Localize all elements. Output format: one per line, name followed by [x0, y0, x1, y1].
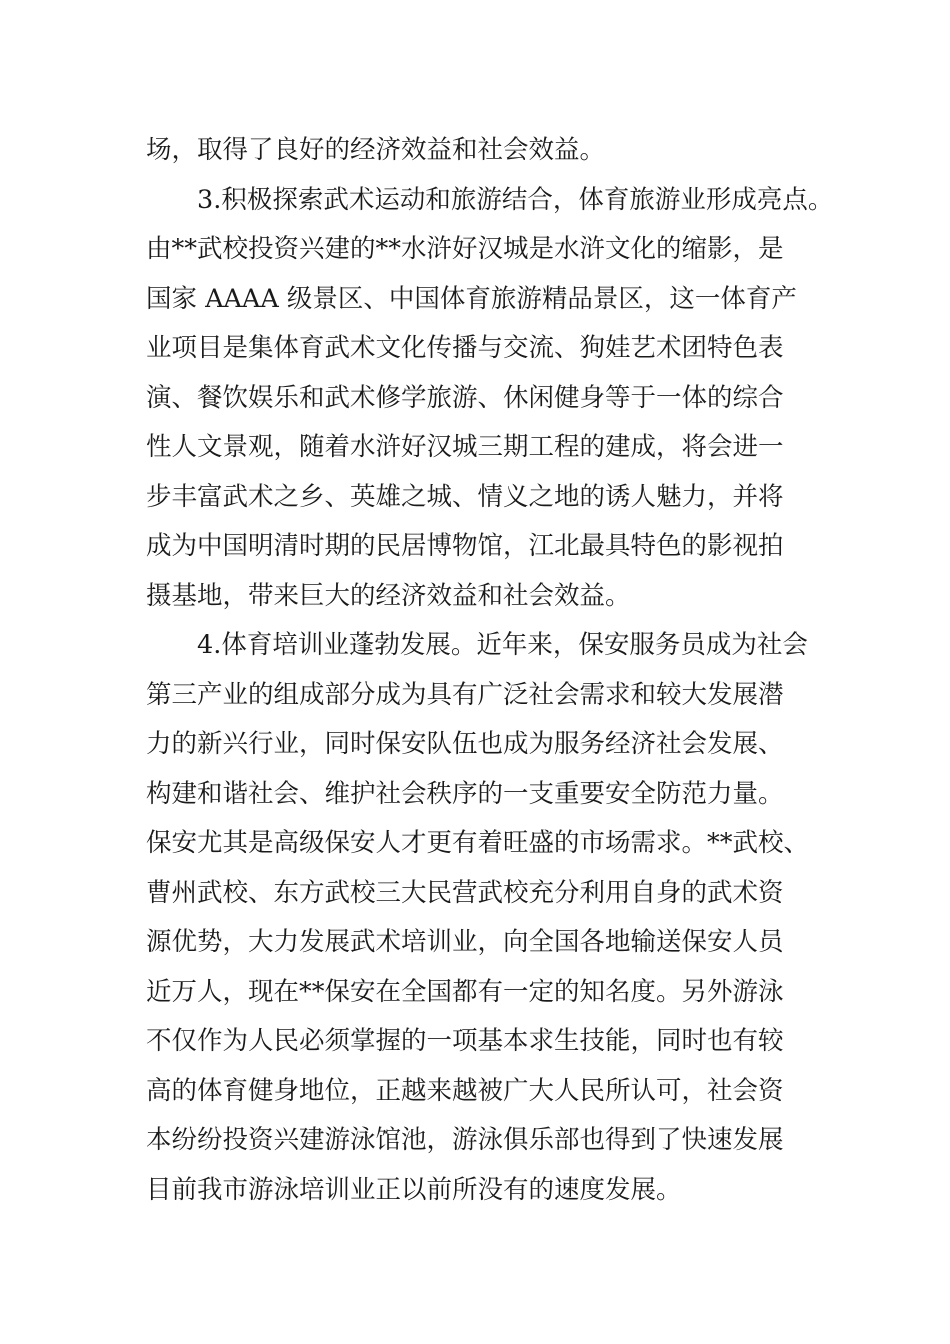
text-line: 近万人，现在**保安在全国都有一定的知名度。另外游泳: [146, 976, 784, 1007]
text-line: 曹州武校、东方武校三大民营武校充分利用自身的武术资: [146, 877, 784, 908]
text-line: 构建和谐社会、维护社会秩序的一支重要安全防范力量。: [146, 778, 784, 809]
section-3-heading-line: 3.积极探索武术运动和旅游结合，体育旅游业形成亮点。: [197, 184, 834, 215]
text-line: 保安尤其是高级保安人才更有着旺盛的市场需求。**武校、: [146, 828, 810, 858]
text-line: 不仅作为人民必须掌握的一项基本求生技能，同时也有较: [146, 1026, 784, 1056]
text-line: 第三产业的组成部分成为具有广泛社会需求和较大发展潜: [146, 679, 784, 710]
text-line: 本纷纷投资兴建游泳馆池，游泳俱乐部也得到了快速发展: [146, 1125, 784, 1155]
text-line: 源优势，大力发展武术培训业，向全国各地输送保安人员: [146, 927, 784, 957]
text-line: 步丰富武术之乡、英雄之城、情义之地的诱人魅力，并将: [146, 481, 784, 512]
paragraph-continuation-line: 场，取得了良好的经济效益和社会效益。: [146, 135, 606, 165]
text-line: 性人文景观，随着水浒好汉城三期工程的建成，将会进一: [146, 432, 784, 462]
text-line: 国家 AAAA 级景区、中国体育旅游精品景区，这一体育产: [146, 283, 797, 314]
section-4-heading-line: 4.体育培训业蓬勃发展。近年来，保安服务员成为社会: [197, 630, 808, 660]
text-line: 摄基地，带来巨大的经济效益和社会效益。: [146, 580, 631, 611]
text-line: 高的体育健身地位，正越来越被广大人民所认可，社会资: [146, 1075, 784, 1106]
text-line: 演、餐饮娱乐和武术修学旅游、休闲健身等于一体的综合: [146, 382, 784, 413]
text-line: 目前我市游泳培训业正以前所没有的速度发展。: [146, 1174, 682, 1205]
body-text: [146, 126, 846, 1215]
text-line: 力的新兴行业，同时保安队伍也成为服务经济社会发展、: [146, 729, 784, 759]
text-line: 成为中国明清时期的民居博物馆，江北最具特色的影视拍: [146, 531, 784, 561]
text-line: 业项目是集体育武术文化传播与交流、狗娃艺术团特色表: [146, 333, 784, 363]
text-line: 由**武校投资兴建的**水浒好汉城是水浒文化的缩影，是: [146, 234, 784, 264]
